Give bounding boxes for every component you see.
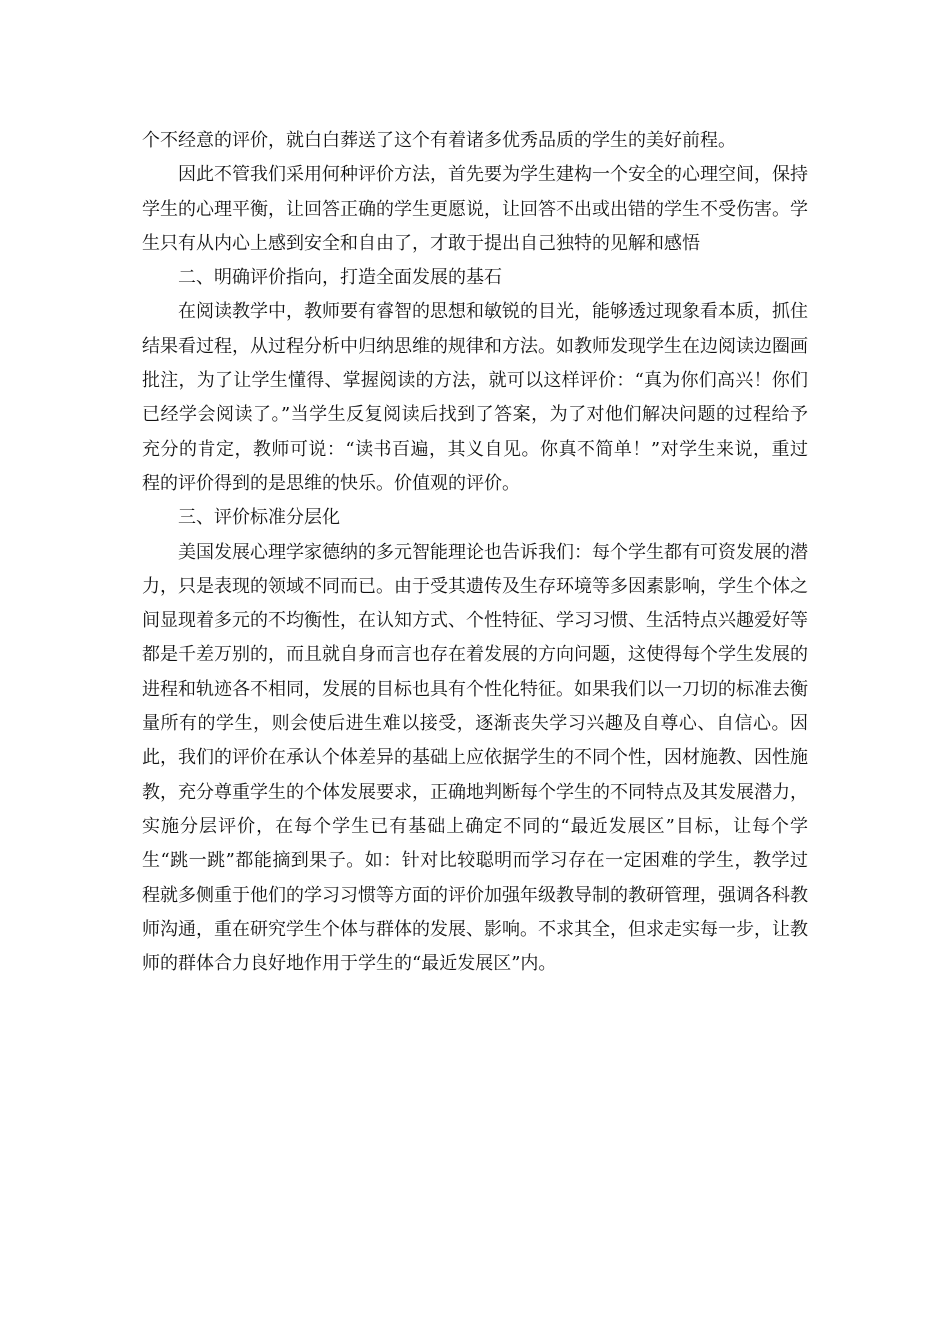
- section-heading-2: 二、明确评价指向，打造全面发展的基石: [178, 267, 502, 289]
- paragraph-safe-space: 因此不管我们采用何种评价方法，首先要为学生建构一个安全的心理空间，保持学生的心理平衡，让回答正确的学生更愿说，让回答不出或出错的学生不受伤害。学生只有从内心上感到安全和自由了，才敢于提出自己独特的见解和感悟: [142, 164, 808, 254]
- paragraph-multiple-intelligences: 美国发展心理学家德纳的多元智能理论也告诉我们：每个学生都有可资发展的潜力，只是表现的领域不同而已。由于受其遗传及生存环境等多因素影响，学生个体之间显现着多元的不均衡性，在认知方式、个性特征、学习习惯、生活特点兴趣爱好等都是千差万别的，而且就自身而言也存在着发展的方向问题，这使得每个学生发展的进程和轨迹各不相同，发展的目标也具有个性化特征。如果我们以一刀切的标准去衡量所有的学生，则会使后进生难以接受，逐渐丧失学习兴趣及自尊心、自信心。因此，我们的评价在承认个体差异的基础上应依据学生的不同个性，因材施教、因性施教，充分尊重学生的个体发展要求，正确地判断每个学生的不同特点及其发展潜力，实施分层评价，在每个学生已有基础上确定不同的“最近发展区”目标，让每个学生“跳一跳”都能摘到果子。如：针对比较聪明而学习存在一定困难的学生，教学过程就多侧重于他们的学习习惯等方面的评价加强年级教导制的教研管理，强调各科教师沟通，重在研究学生个体与群体的发展、影响。不求其全，但求走实每一步，让教师的群体合力良好地作用于学生的“最近发展区”内。: [142, 541, 808, 975]
- paragraph-continuation: 个不经意的评价，就白白葬送了这个有着诸多优秀品质的学生的美好前程。: [142, 130, 736, 151]
- document-body: [142, 124, 808, 981]
- paragraph-reading-teaching: 在阅读教学中，教师要有睿智的思想和敏锐的目光，能够透过现象看本质，抓住结果看过程，从过程分析中归纳思维的规律和方法。如教师发现学生在边阅读边圈画批注，为了让学生懂得、掌握阅读的方法，就可以这样评价：“真为你们高兴！你们已经学会阅读了。”当学生反复阅读后找到了答案，为了对他们解决问题的过程给予充分的肯定，教师可说：“读书百遍，其义自见。你真不简单！”对学生来说，重过程的评价得到的是思维的快乐。价值观的评价。: [142, 301, 808, 494]
- section-heading-3: 三、评价标准分层化: [178, 507, 340, 529]
